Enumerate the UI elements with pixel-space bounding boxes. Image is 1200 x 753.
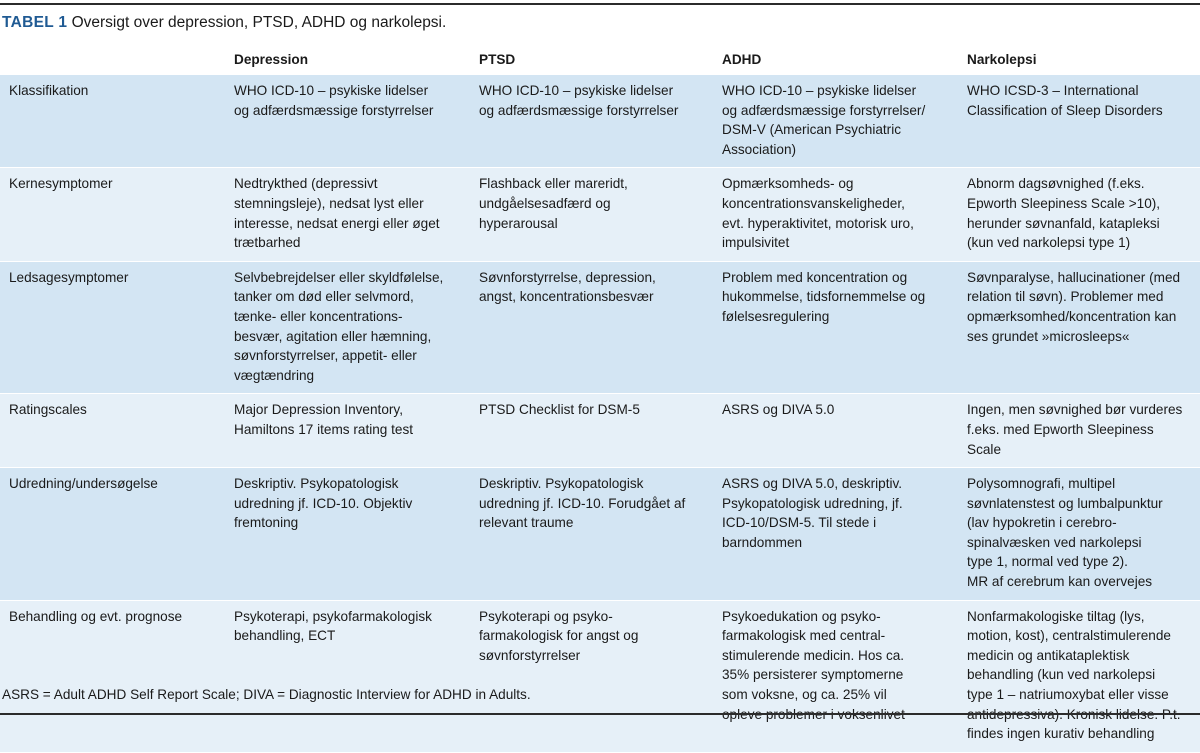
cell-text-line: Psykoedukation og psyko- xyxy=(722,608,881,624)
table-row xyxy=(0,168,1200,261)
cell-text-line: Psykoterapi og psyko- xyxy=(479,608,613,624)
table-cell xyxy=(959,261,1200,394)
cell-text-line: Opmærksomheds- og xyxy=(722,176,854,192)
table-row xyxy=(0,261,1200,394)
table-cell xyxy=(226,168,471,261)
header-narkolepsi: Narkolepsi xyxy=(959,45,1200,75)
cell-text-line: angst, koncentrationsbesvær xyxy=(479,289,654,305)
cell-text-line: Ingen, men søvnighed bør vurderes xyxy=(967,402,1183,418)
table-cell xyxy=(959,75,1200,168)
cell-text-line: opmærksomhed/koncentration kan xyxy=(967,308,1177,324)
header-empty xyxy=(0,45,226,75)
table-cell xyxy=(714,600,959,752)
cell-text-line: DSM-V (American Psychiatric xyxy=(722,122,902,138)
cell-text-line: farmakologisk med central- xyxy=(722,628,886,644)
header-adhd: ADHD xyxy=(714,45,959,75)
table-cell xyxy=(226,394,471,468)
cell-text-line: fremtoning xyxy=(234,515,299,531)
cell-text-line: og adfærdsmæssige forstyrrelser/ xyxy=(722,102,926,118)
table-cell xyxy=(471,600,714,752)
cell-text-line: (kun ved narkolepsi type 1) xyxy=(967,235,1131,251)
table-row xyxy=(0,394,1200,468)
cell-text-line: Abnorm dagsøvnighed (f.eks. xyxy=(967,176,1145,192)
cell-text-line: trætbarhed xyxy=(234,235,301,251)
cell-text-line: hukommelse, tidsfornemmelse og xyxy=(722,289,926,305)
cell-text-line: impulsivitet xyxy=(722,235,790,251)
cell-text-line: søvnlatenstest og lumbalpunktur xyxy=(967,495,1163,511)
cell-text-line: Hamiltons 17 items rating test xyxy=(234,421,414,437)
cell-text-line: Epworth Sleepiness Scale >10), xyxy=(967,195,1161,211)
cell-text-line: stemningsleje), nedsat lyst eller xyxy=(234,195,424,211)
bottom-rule xyxy=(0,713,1200,715)
cell-text-line: Association) xyxy=(722,141,797,157)
header-row xyxy=(0,45,1200,75)
cell-text-line: interesse, nedsat energi eller øget xyxy=(234,215,440,231)
table-cell xyxy=(226,261,471,394)
cell-text-line: Deskriptiv. Psykopatologisk xyxy=(479,476,644,492)
cell-text-line: Flashback eller mareridt, xyxy=(479,176,628,192)
cell-text-line: WHO ICSD-3 – International xyxy=(967,83,1139,98)
cell-text-line: Major Depression Inventory, xyxy=(234,402,403,418)
cell-text-line: Psykopatologisk udredning, jf. xyxy=(722,495,903,511)
cell-text-line: tænke- eller koncentrations- xyxy=(234,308,403,324)
table-cell xyxy=(714,468,959,601)
table-cell xyxy=(714,75,959,168)
row-label: Ratingscales xyxy=(0,394,226,468)
table-cell xyxy=(714,261,959,394)
table-cell xyxy=(471,261,714,394)
cell-text-line: vægtændring xyxy=(234,367,315,383)
cell-text-line: Classification of Sleep Disorders xyxy=(967,102,1163,118)
row-label: Klassifikation xyxy=(0,75,226,168)
cell-text-line: Søvnforstyrrelse, depression, xyxy=(479,269,656,285)
cell-text-line: WHO ICD-10 – psykiske lidelser xyxy=(479,83,674,98)
table-cell xyxy=(471,75,714,168)
cell-text-line: WHO ICD-10 – psykiske lidelser xyxy=(234,83,429,98)
table-cell xyxy=(226,468,471,601)
cell-text-line: ASRS og DIVA 5.0, deskriptiv. xyxy=(722,476,903,492)
table-cell xyxy=(959,168,1200,261)
cell-text-line: søvnforstyrrelser xyxy=(479,647,581,663)
cell-text-line: koncentrationsvanskeligheder, xyxy=(722,195,905,211)
row-label: Udredning/undersøgelse xyxy=(0,468,226,601)
cell-text-line: farmakologisk for angst og xyxy=(479,628,639,644)
overview-table xyxy=(0,45,1200,753)
cell-text-line: Nedtrykthed (depressivt xyxy=(234,176,378,192)
table-body xyxy=(0,75,1200,752)
cell-text-line: udredning jf. ICD-10. Forudgået af xyxy=(479,495,686,511)
cell-text-line: ses grundet »microsleeps« xyxy=(967,328,1130,344)
cell-text-line: relation til søvn). Problemer med xyxy=(967,289,1164,305)
cell-text-line: MR af cerebrum kan overvejes xyxy=(967,574,1153,590)
cell-text-line: (lav hypokretin i cerebro- xyxy=(967,515,1117,531)
cell-text-line: relevant traume xyxy=(479,515,574,531)
cell-text-line: spinalvæsken ved narkolepsi xyxy=(967,534,1142,550)
cell-text-line: medicin og antikataplektisk xyxy=(967,647,1130,663)
cell-text-line: tanker om død eller selvmord, xyxy=(234,289,414,305)
cell-text-line: evt. hyperaktivitet, motorisk uro, xyxy=(722,215,914,231)
cell-text-line: besvær, agitation eller hæmning, xyxy=(234,328,432,344)
cell-text-line: barndommen xyxy=(722,534,803,550)
header-ptsd: PTSD xyxy=(471,45,714,75)
cell-text-line: behandling (kun ved narkolepsi xyxy=(967,667,1156,683)
cell-text-line: hyperarousal xyxy=(479,215,558,231)
table-footnote: ASRS = Adult ADHD Self Report Scale; DIVA = Diagnostic Interview for ADHD in Adults. xyxy=(2,687,531,702)
cell-text-line: og adfærdsmæssige forstyrrelser xyxy=(479,102,679,118)
caption-label: TABEL 1 xyxy=(2,14,68,31)
table-cell xyxy=(714,394,959,468)
table-cell xyxy=(471,394,714,468)
cell-text-line: 35% persisterer symptomerne xyxy=(722,667,904,683)
cell-text-line: udredning jf. ICD-10. Objektiv xyxy=(234,495,413,511)
cell-text-line: ICD-10/DSM-5. Til stede i xyxy=(722,515,877,531)
table-cell xyxy=(226,600,471,752)
cell-text-line: f.eks. med Epworth Sleepiness xyxy=(967,421,1154,437)
cell-text-line: som voksne, og ca. 25% vil xyxy=(722,687,887,703)
cell-text-line: type 1, normal ved type 2). xyxy=(967,554,1128,570)
cell-text-line: Problem med koncentration og xyxy=(722,269,908,285)
table-row xyxy=(0,75,1200,168)
cell-text-line: og adfærdsmæssige forstyrrelser xyxy=(234,102,434,118)
cell-text-line: findes ingen kurativ behandling xyxy=(967,726,1155,742)
cell-text-line: motion, kost), centralstimulerende xyxy=(967,628,1171,644)
cell-text-line: WHO ICD-10 – psykiske lidelser xyxy=(722,83,917,98)
table-cell xyxy=(714,168,959,261)
table-cell xyxy=(959,394,1200,468)
table-cell xyxy=(226,75,471,168)
row-label: Kernesymptomer xyxy=(0,168,226,261)
cell-text-line: Psykoterapi, psykofarmakologisk xyxy=(234,608,432,624)
cell-text-line: Selvbebrejdelser eller skyldfølelse, xyxy=(234,269,444,285)
table-cell xyxy=(471,468,714,601)
cell-text-line: herunder søvnanfald, katapleksi xyxy=(967,215,1160,231)
row-label: Ledsagesymptomer xyxy=(0,261,226,394)
header-depression: Depression xyxy=(226,45,471,75)
cell-text-line: Søvnparalyse, hallucinationer (med xyxy=(967,269,1181,285)
cell-text-line: type 1 – natriumoxybat eller visse xyxy=(967,687,1169,703)
cell-text-line: Nonfarmakologiske tiltag (lys, xyxy=(967,608,1145,624)
table-cell xyxy=(471,168,714,261)
cell-text-line: ASRS og DIVA 5.0 xyxy=(722,402,835,418)
top-rule xyxy=(0,3,1200,5)
cell-text-line: følelsesregulering xyxy=(722,308,830,324)
cell-text-line: Scale xyxy=(967,441,1002,457)
cell-text-line: stimulerende medicin. Hos ca. xyxy=(722,647,905,663)
table-cell xyxy=(959,468,1200,601)
cell-text-line: PTSD Checklist for DSM-5 xyxy=(479,402,640,418)
row-label: Behandling og evt. prognose xyxy=(0,600,226,752)
caption-text: Oversigt over depression, PTSD, ADHD og narkolepsi. xyxy=(67,14,447,31)
cell-text-line: søvnforstyrrelser, appetit- eller xyxy=(234,348,417,364)
table-cell xyxy=(959,600,1200,752)
cell-text-line: Polysomnografi, multipel xyxy=(967,476,1116,492)
table-row xyxy=(0,600,1200,752)
cell-text-line: behandling, ECT xyxy=(234,628,336,644)
table-row xyxy=(0,468,1200,601)
table-caption xyxy=(2,12,446,34)
cell-text-line: undgåelsesadfærd og xyxy=(479,195,611,211)
cell-text-line: Deskriptiv. Psykopatologisk xyxy=(234,476,399,492)
table-header xyxy=(0,45,1200,75)
